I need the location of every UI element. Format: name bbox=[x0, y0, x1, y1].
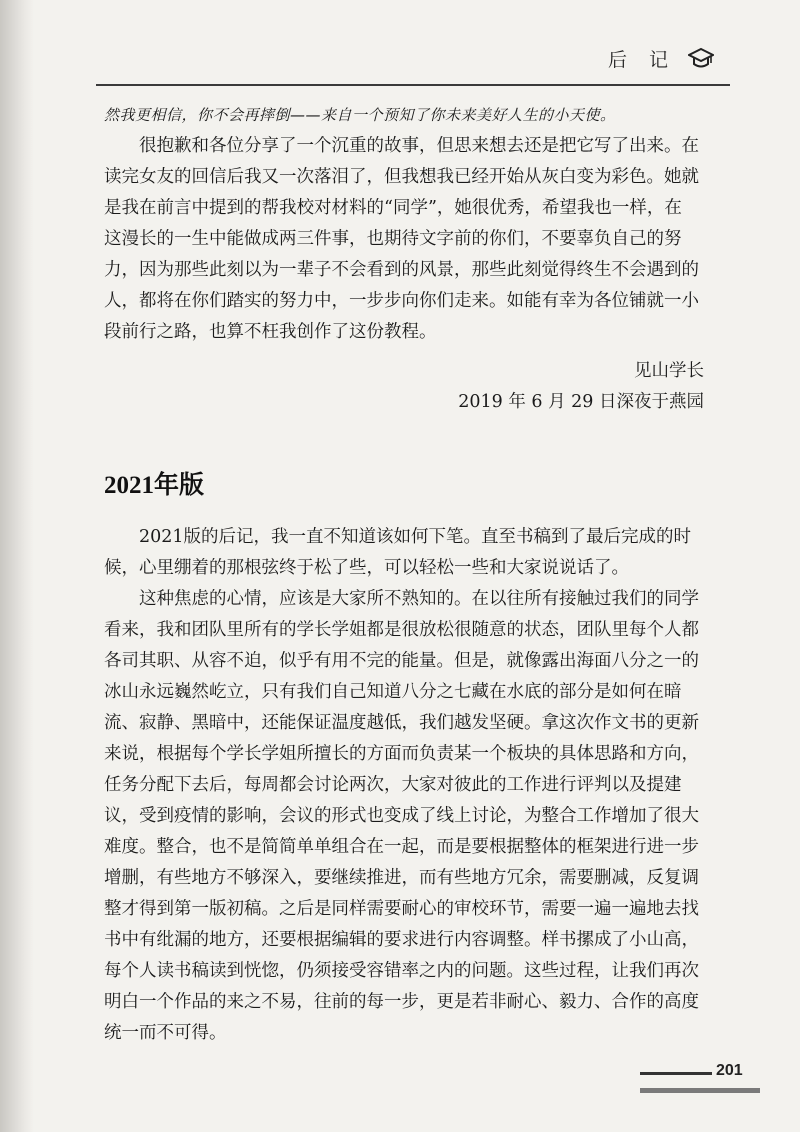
text-line: 整才得到第一版初稿。之后是同样需要耐心的审校环节，需要一遍一遍地去找 bbox=[104, 899, 699, 919]
text-line: 每个人读书稿读到恍惚，仍须接受容错率之内的问题。这些过程，让我们再次 bbox=[104, 961, 699, 981]
text-line: 力，因为那些此刻以为一辈子不会看到的风景，那些此刻觉得终生不会遇到的 bbox=[104, 260, 699, 280]
footer-bar bbox=[640, 1088, 760, 1093]
graduation-cap-icon bbox=[688, 45, 714, 71]
text-line: 增删，有些地方不够深入，要继续推进，而有些地方冗余，需要删减，反复调 bbox=[104, 868, 699, 888]
text-line: 2021版的后记，我一直不知道该如何下笔。直至书稿到了最后完成的时 bbox=[104, 527, 692, 547]
text-line: 是我在前言中提到的帮我校对材料的“同学”，她很优秀，希望我也一样，在 bbox=[104, 198, 682, 218]
header-title: 后记 bbox=[607, 48, 690, 71]
text-line: 候，心里绷着的那根弦终于松了些，可以轻松一些和大家说说话了。 bbox=[104, 558, 629, 578]
text-line: 读完女友的回信后我又一次落泪了，但我想我已经开始从灰白变为彩色。她就 bbox=[104, 167, 699, 187]
afterword-2021-text bbox=[104, 522, 704, 1049]
text-line: 任务分配下去后，每周都会讨论两次，大家对彼此的工作进行评判以及提建 bbox=[104, 775, 682, 795]
text-line: 看来，我和团队里所有的学长学姐都是很放松很随意的状态，团队里每个人都 bbox=[104, 620, 699, 640]
signature-author: 见山学长 bbox=[634, 361, 704, 381]
text-line: 明白一个作品的来之不易，往前的每一步，更是若非耐心、毅力、合作的高度 bbox=[104, 992, 699, 1012]
text-line: 议，受到疫情的影响，会议的形式也变成了线上讨论，为整合工作增加了很大 bbox=[104, 806, 699, 826]
page-binding-shadow bbox=[0, 0, 34, 1132]
text-line: 各司其职、从容不迫，似乎有用不完的能量。但是，就像露出海面八分之一的 bbox=[104, 651, 699, 671]
text-line: 人，都将在你们踏实的努力中，一步步向你们走来。如能有幸为各位铺就一小 bbox=[104, 291, 699, 311]
text-line: 难度。整合，也不是简简单单组合在一起，而是要根据整体的框架进行进一步 bbox=[104, 837, 699, 857]
text-line: 这漫长的一生中能做成两三件事，也期待文字前的你们，不要辜负自己的努 bbox=[104, 229, 682, 249]
text-line: 这种焦虑的心情，应该是大家所不熟知的。在以往所有接触过我们的同学 bbox=[104, 589, 699, 609]
text-line: 然我更相信，你不会再摔倒——来自一个预知了你未来美好人生的小天使。 bbox=[104, 106, 616, 124]
text-line: 流、寂静、黑暗中，还能保证温度越低，我们越发坚硬。拿这次作文书的更新 bbox=[104, 713, 699, 733]
signature-date: 2019 年 6 月 29 日深夜于燕园 bbox=[458, 392, 704, 412]
text-line: 来说，根据每个学长学姐所擅长的方面而负责某一个板块的具体思路和方向， bbox=[104, 744, 699, 764]
text-line: 书中有纰漏的地方，还要根据编辑的要求进行内容调整。样书摞成了小山高， bbox=[104, 930, 699, 950]
previous-afterword-text bbox=[104, 100, 704, 418]
page-number: 201 bbox=[716, 1062, 743, 1079]
text-line: 段前行之路，也算不枉我创作了这份教程。 bbox=[104, 322, 437, 342]
running-header bbox=[608, 40, 714, 76]
header-rule bbox=[96, 84, 730, 86]
footer-rule bbox=[640, 1072, 712, 1075]
section-heading: 2021年版 bbox=[104, 472, 205, 499]
text-line: 冰山永远巍然屹立，只有我们自己知道八分之七藏在水底的部分是如何在暗 bbox=[104, 682, 682, 702]
text-line: 统一而不可得。 bbox=[104, 1023, 227, 1043]
text-line: 很抱歉和各位分享了一个沉重的故事，但思来想去还是把它写了出来。在 bbox=[104, 136, 699, 156]
